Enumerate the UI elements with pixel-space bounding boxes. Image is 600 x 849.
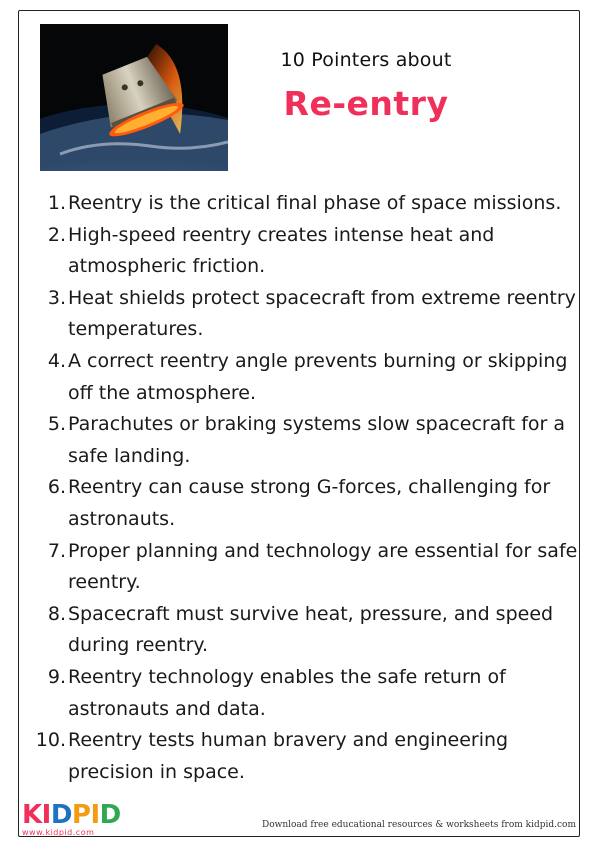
list-item [30,662,580,725]
kidpid-logo[interactable] [22,802,121,837]
pointer-list [30,188,580,788]
item-number: 8. [47,602,66,625]
list-item [30,536,580,599]
page-subtitle: 10 Pointers about [280,49,452,71]
logo-part-d2: D [99,800,121,830]
item-number: 5. [47,413,66,436]
item-number: 3. [47,286,66,309]
logo-part-ki: KI [22,800,51,830]
item-text: Spacecraft must survive heat, pressure, and speed during reentry. [68,602,554,657]
item-text: Reentry is the critical final phase of space missions. [68,192,562,214]
item-number: 2. [47,223,66,246]
list-item [30,409,580,472]
page-title: Re-entry [283,84,449,123]
logo-wordmark [22,802,121,828]
item-number: 1. [47,192,66,214]
logo-url: www.kidpid.com [22,828,95,837]
item-text: Proper planning and technology are essential for safe reentry. [68,539,578,594]
list-item [30,599,580,662]
list-item [30,220,580,283]
item-number: 7. [47,539,66,562]
list-item [30,725,580,788]
item-number: 9. [47,665,66,688]
item-text: Reentry technology enables the safe return of astronauts and data. [68,665,506,720]
item-text: A correct reentry angle prevents burning or skipping off the atmosphere. [68,349,568,404]
logo-part-pi: PI [71,800,100,830]
reentry-capsule-image [40,24,228,171]
item-number: 10. [35,729,66,752]
item-text: Heat shields protect spacecraft from extreme reentry temperatures. [68,286,576,341]
item-text: Reentry tests human bravery and engineering precision in space. [68,729,509,783]
logo-part-d: D [50,800,72,830]
footer-text: Download free educational resources & worksheets from kidpid.com [262,820,576,830]
list-item [30,188,580,220]
list-item [30,346,580,409]
item-text: Parachutes or braking systems slow spacecraft for a safe landing. [68,413,566,467]
list-item [30,472,580,535]
item-number: 6. [47,476,66,499]
item-text: High-speed reentry creates intense heat and atmospheric friction. [68,223,495,278]
item-text: Reentry can cause strong G-forces, challenging for astronauts. [68,476,551,530]
list-item [30,283,580,346]
item-number: 4. [47,349,66,372]
